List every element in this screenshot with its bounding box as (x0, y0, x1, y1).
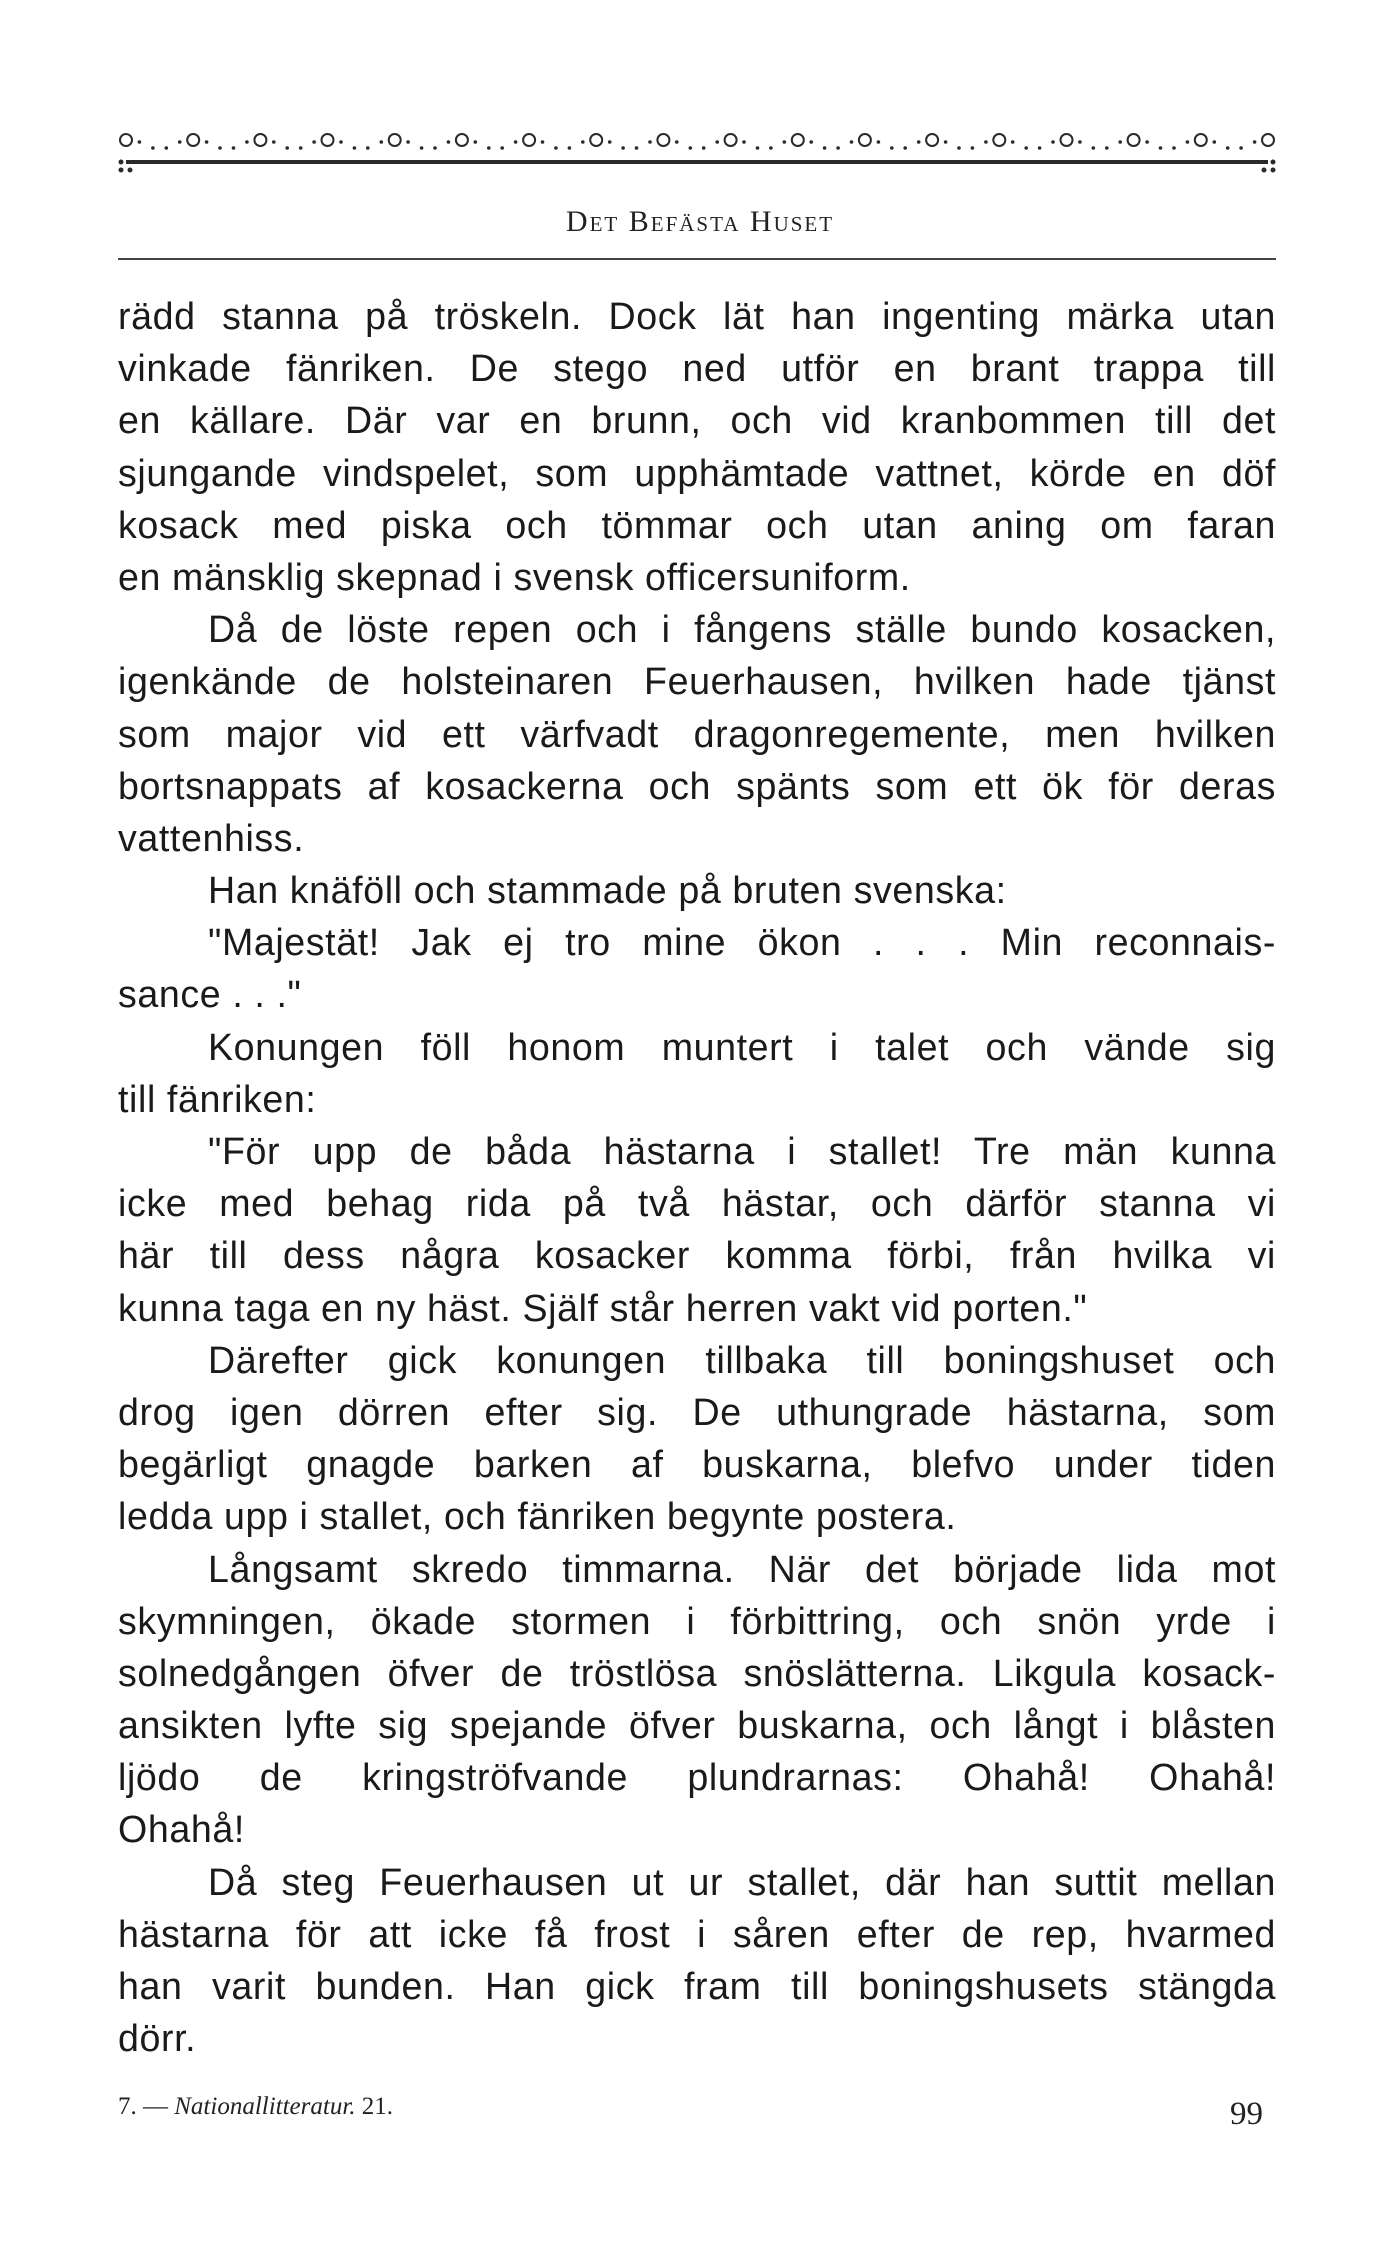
text-line: han varit bunden. Han gick fram till boningshusets stängda (118, 1965, 1276, 2007)
ornament-ring (120, 134, 132, 146)
ornament-dot (1186, 140, 1190, 144)
ornament-dot (783, 140, 787, 144)
ornament-dot (957, 146, 961, 150)
ornament-dot (447, 140, 451, 144)
ornament-dot (514, 140, 518, 144)
paragraph (118, 1543, 1276, 1856)
ornament-dot (984, 140, 988, 144)
ornament-ring (456, 134, 468, 146)
ornament-dot (218, 146, 222, 150)
text-line: en källare. Där var en brunn, och vid kranbommen till det (118, 399, 1276, 442)
text-line: solnedgången öfver de tröstlösa snöslätterna. Likgula kosack- (118, 1651, 1276, 1694)
text-line: igenkände de holsteinaren Feuerhausen, hvilken hade tjänst (118, 660, 1276, 703)
ornament-ring (926, 134, 938, 146)
text-line: "Majestät! Jak ej tro mine ökon . . . Min reconnais- (208, 921, 1276, 964)
ornament-dot (917, 140, 921, 144)
running-head-title: Det Befästa Huset (565, 205, 835, 238)
text-line: begärligt gnagde barken af buskarna, blefvo under tiden (118, 1443, 1276, 1486)
ornament-dot (944, 140, 948, 144)
text-line: Därefter gick konungen tillbaka till boningshuset och (208, 1338, 1276, 1381)
paragraph (118, 864, 1276, 916)
ornament-dot (420, 146, 424, 150)
ornament-ring (254, 134, 266, 146)
ornament-dot (635, 146, 639, 150)
paragraph (118, 603, 1276, 864)
ornament-dot (151, 146, 155, 150)
ornament-ring (1195, 134, 1207, 146)
text-line: icke med behag rida på två hästar, och därför stanna vi (118, 1182, 1276, 1225)
text-line: drog igen dörren efter sig. De uthungrade hästarna, som (118, 1390, 1276, 1433)
header-rule (118, 258, 1276, 260)
text-line: rädd stanna på tröskeln. Dock lät han ingenting märka utan (118, 295, 1276, 337)
ornament-dot (165, 146, 169, 150)
ornament-dot (715, 140, 719, 144)
ornament-dot (903, 146, 907, 150)
text-line: som major vid ett värfvadt dragonregemente, men hvilken (118, 712, 1276, 755)
signature-number: 7. — (118, 2093, 168, 2120)
ornamental-border (118, 118, 1276, 178)
text-line: "För upp de båda hästarna i stallet! Tre män kunna (208, 1130, 1276, 1172)
text-line: Då steg Feuerhausen ut ur stallet, där han suttit mellan (208, 1860, 1276, 1903)
ornament-ring (1128, 134, 1140, 146)
ornament-dot (1078, 140, 1082, 144)
text-line: dörr. (118, 2017, 197, 2060)
ornament-dot (380, 140, 384, 144)
text-line: ansikten lyfte sig spejande öfver buskarna, och långt i blåsten (118, 1704, 1276, 1747)
ornament-dot (1051, 140, 1055, 144)
signature-work: Nationallitteratur. (174, 2093, 356, 2120)
ornament-dot (1092, 146, 1096, 150)
ornament-ring (523, 134, 535, 146)
ornament-dot (312, 140, 316, 144)
ornament-dot (178, 140, 182, 144)
ornament-dot (474, 140, 478, 144)
paragraph (118, 1856, 1276, 2065)
ornament-dot (1213, 140, 1217, 144)
ornament-dot (554, 146, 558, 150)
body-text (118, 290, 1276, 2064)
text-line: sance . . ." (118, 973, 302, 1016)
ornament-dot (890, 146, 894, 150)
ornament-dot (1172, 146, 1176, 150)
ornament-dot (1239, 146, 1243, 150)
ornament-dot (823, 146, 827, 150)
ornament-dot (756, 146, 760, 150)
ornament-dot (205, 140, 209, 144)
ornament-dot (339, 140, 343, 144)
ornament-dot (1145, 140, 1149, 144)
text-line: Ohahå! (118, 1808, 245, 1851)
text-line: sjungande vindspelet, som upphämtade vattnet, körde en döf (118, 451, 1276, 494)
text-line: kosack med piska och tömmar och utan aning om faran (118, 503, 1276, 546)
ornament-ring (187, 134, 199, 146)
ornament-ring (1262, 134, 1274, 146)
ornament-dot (541, 140, 545, 144)
ornament-ring (657, 134, 669, 146)
ornament-dot (299, 146, 303, 150)
ornament-dot (232, 146, 236, 150)
ornament-dot (809, 140, 813, 144)
ornament-ring (792, 134, 804, 146)
text-line: Långsamt skredo timmarna. När det började lida mot (208, 1547, 1276, 1590)
ornament-dot (1024, 146, 1028, 150)
ornament-ring (725, 134, 737, 146)
text-line: Han knäföll och stammade på bruten svenska: (208, 869, 1007, 912)
ornament-dot (138, 140, 142, 144)
ornament-dot (608, 140, 612, 144)
paragraph (118, 916, 1276, 1020)
text-line: hästarna för att icke få frost i såren efter de rep, hvarmed (118, 1912, 1276, 1955)
ornament-dot (877, 140, 881, 144)
ornament-ring (993, 134, 1005, 146)
printer-signature (118, 2093, 393, 2121)
ornament-dot (1011, 140, 1015, 144)
ornament-dot (500, 146, 504, 150)
ornament-ring (859, 134, 871, 146)
ornament-dot (648, 140, 652, 144)
text-line: vinkade fänriken. De stego ned utför en brant trappa till (118, 347, 1276, 390)
ornament-ring (322, 134, 334, 146)
ornament-dot (433, 146, 437, 150)
ornament-dot (272, 140, 276, 144)
ornament-dot (1038, 146, 1042, 150)
ornament-dot (836, 146, 840, 150)
ornament-dot (850, 140, 854, 144)
ornament-dot (1226, 146, 1230, 150)
paragraph (118, 1125, 1276, 1334)
page-number: 99 (1230, 2096, 1263, 2132)
ornament-dot (285, 146, 289, 150)
ornament-ring (1061, 134, 1073, 146)
text-line: till fänriken: (118, 1077, 317, 1120)
ornament-dot (1159, 146, 1163, 150)
ornament-dot (675, 140, 679, 144)
ornament-dot (689, 146, 693, 150)
ornament-ring (590, 134, 602, 146)
ornament-dot (487, 146, 491, 150)
ornament-dot (769, 146, 773, 150)
text-line: ljödo de kringströfvande plundrarnas: Ohahå! Ohahå! (118, 1756, 1276, 1799)
ornament-dot (702, 146, 706, 150)
signature-volume: 21. (361, 2093, 394, 2120)
ornament-dot (1105, 146, 1109, 150)
text-line: Konungen föll honom muntert i talet och vände sig (208, 1025, 1276, 1068)
text-line: skymningen, ökade stormen i förbittring, och snön yrde i (118, 1599, 1276, 1642)
ornament-dot (581, 140, 585, 144)
ornament-ring (389, 134, 401, 146)
text-line: vattenhiss. (118, 816, 305, 859)
paragraph (118, 290, 1276, 603)
ornament-dot (1118, 140, 1122, 144)
ornament-dot (353, 146, 357, 150)
ornament-dot (971, 146, 975, 150)
paragraph (118, 1334, 1276, 1543)
text-line: en mänsklig skepnad i svensk officersuniform. (118, 555, 911, 598)
ornament-dot (568, 146, 572, 150)
text-line: ledda upp i stallet, och fänriken begynte postera. (118, 1495, 957, 1538)
ornament-dot (1253, 140, 1257, 144)
paragraph (118, 1021, 1276, 1125)
ornament-dot (245, 140, 249, 144)
ornament-dot (621, 146, 625, 150)
ornament-dot (366, 146, 370, 150)
text-line: bortsnappats af kosackerna och spänts som ett ök för deras (118, 764, 1276, 807)
ornament-dot (406, 140, 410, 144)
text-line: Då de löste repen och i fångens ställe bundo kosacken, (208, 608, 1276, 651)
text-line: kunna taga en ny häst. Själf står herren vakt vid porten." (118, 1286, 1088, 1329)
text-line: här till dess några kosacker komma förbi, från hvilka vi (118, 1234, 1276, 1277)
ornament-dot (742, 140, 746, 144)
